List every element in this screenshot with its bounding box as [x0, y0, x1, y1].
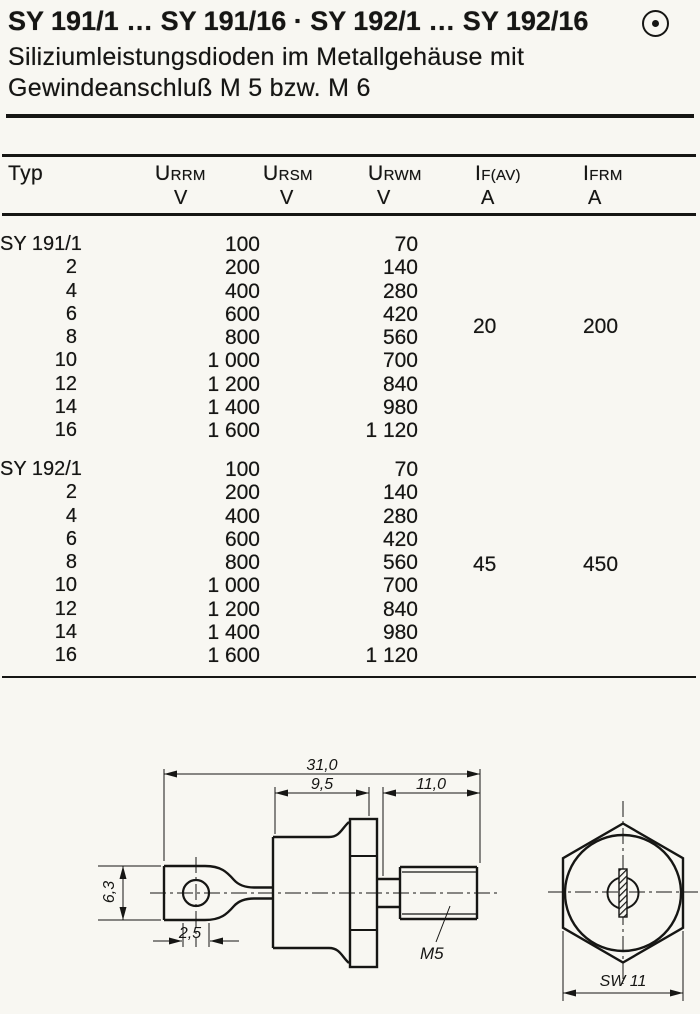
- table-row: [0, 280, 700, 303]
- urrm-cell: 800: [224, 551, 260, 574]
- typ-cell: 16: [54, 419, 77, 441]
- urwm-cell: 1 120: [365, 644, 418, 667]
- urrm-cell: 100: [224, 233, 260, 256]
- table-row: [0, 349, 700, 372]
- urrm-cell: 200: [224, 256, 260, 279]
- urrm-cell: 1 600: [207, 419, 260, 442]
- table-row: [0, 233, 700, 256]
- table-row: [0, 598, 700, 621]
- typ-cell: 16: [54, 644, 77, 666]
- urrm-cell: 1 200: [207, 373, 260, 396]
- urrm-cell: 1 400: [207, 621, 260, 644]
- col-header-ursm: URSM: [263, 162, 313, 185]
- table-row: [0, 505, 700, 528]
- centerline: [150, 857, 497, 947]
- dim-label-total-length: 31,0: [306, 757, 338, 774]
- ifrm-value-sy192: 450: [583, 553, 619, 576]
- typ-cell: 10: [54, 349, 77, 371]
- typ-cell: 2: [65, 481, 77, 503]
- package-outline-drawing: [0, 700, 700, 1014]
- unit-ifav: A: [481, 187, 495, 209]
- urrm-cell: 1 200: [207, 598, 260, 621]
- slot-hatch: [619, 869, 627, 917]
- urrm-cell: 600: [224, 528, 260, 551]
- urwm-cell: 980: [382, 621, 418, 644]
- col-header-typ: Typ: [8, 162, 44, 185]
- urwm-cell: 420: [382, 528, 418, 551]
- urrm-cell: 800: [224, 326, 260, 349]
- typ-cell: 8: [65, 551, 77, 573]
- urwm-cell: 140: [382, 481, 418, 504]
- typ-cell: SY 191/1: [0, 233, 82, 255]
- dim-label-body-length: 9,5: [310, 776, 334, 793]
- table-row: [0, 621, 700, 644]
- table-row: [0, 256, 700, 279]
- wrench-size-label: SW 11: [599, 973, 647, 990]
- col-header-urrm: URRM: [155, 162, 206, 185]
- typ-cell: 14: [54, 621, 77, 643]
- table-row: [0, 574, 700, 597]
- urrm-cell: 1 000: [207, 349, 260, 372]
- unit-ifrm: A: [588, 187, 602, 209]
- table-row: [0, 644, 700, 667]
- subtitle-line-2: Gewindeanschluß M 5 bzw. M 6: [8, 74, 371, 102]
- urrm-cell: 400: [224, 505, 260, 528]
- typ-cell: 12: [54, 373, 77, 395]
- typ-cell: 10: [54, 574, 77, 596]
- end-view-drawing: [548, 801, 698, 1001]
- col-header-ifrm: IFRM: [583, 162, 623, 185]
- urrm-cell: 400: [224, 280, 260, 303]
- table-bottom-rule: [2, 676, 696, 678]
- urwm-cell: 280: [382, 280, 418, 303]
- m5-leader-line: [436, 906, 450, 942]
- col-header-urwm: URWM: [368, 162, 422, 185]
- urwm-cell: 70: [394, 233, 418, 256]
- page-subtitle: [8, 42, 648, 104]
- table-header-rule: [2, 213, 696, 216]
- typ-cell: 6: [65, 528, 77, 550]
- typ-cell: 12: [54, 598, 77, 620]
- urrm-cell: 1 600: [207, 644, 260, 667]
- unit-urwm: V: [377, 187, 391, 209]
- urrm-cell: 1 400: [207, 396, 260, 419]
- urrm-cell: 100: [224, 458, 260, 481]
- urwm-cell: 840: [382, 598, 418, 621]
- side-view-drawing: [98, 757, 497, 967]
- dim-label-stud-length: 11,0: [416, 776, 446, 793]
- urwm-cell: 420: [382, 303, 418, 326]
- urwm-cell: 560: [382, 551, 418, 574]
- typ-cell: 2: [65, 256, 77, 278]
- ifrm-value-sy191: 200: [583, 315, 619, 338]
- urwm-cell: 700: [382, 349, 418, 372]
- dim-label-hole-dia: 2,5: [178, 925, 202, 942]
- urrm-cell: 200: [224, 481, 260, 504]
- circle-dot-icon: [642, 10, 669, 37]
- heavy-divider-rule: [6, 114, 694, 118]
- typ-cell: 8: [65, 326, 77, 348]
- ifav-value-sy191: 20: [473, 315, 497, 338]
- urwm-cell: 840: [382, 373, 418, 396]
- unit-urrm: V: [174, 187, 188, 209]
- typ-cell: 4: [65, 505, 77, 527]
- subtitle-line-1: Siliziumleistungsdioden im Metallgehäuse mit: [8, 43, 525, 71]
- typ-cell: 6: [65, 303, 77, 325]
- col-header-ifav: IF(AV): [475, 162, 521, 185]
- typ-cell: 4: [65, 280, 77, 302]
- table-top-rule: [2, 154, 696, 157]
- page-title: SY 191/1 … SY 191/16 · SY 192/1 … SY 192/16: [8, 6, 589, 36]
- urwm-cell: 560: [382, 326, 418, 349]
- table-row: [0, 419, 700, 442]
- urwm-cell: 140: [382, 256, 418, 279]
- table-row: [0, 528, 700, 551]
- dim-label-lug-height: 6,3: [101, 880, 118, 904]
- urwm-cell: 700: [382, 574, 418, 597]
- urrm-cell: 1 000: [207, 574, 260, 597]
- ifav-value-sy192: 45: [473, 553, 497, 576]
- table-row: [0, 373, 700, 396]
- table-row: [0, 396, 700, 419]
- urwm-cell: 70: [394, 458, 418, 481]
- urrm-cell: 600: [224, 303, 260, 326]
- thread-label: M5: [420, 944, 444, 963]
- urwm-cell: 980: [382, 396, 418, 419]
- unit-ursm: V: [280, 187, 294, 209]
- table-row: [0, 458, 700, 481]
- table-row: [0, 481, 700, 504]
- typ-cell: 14: [54, 396, 77, 418]
- urwm-cell: 1 120: [365, 419, 418, 442]
- dimension-lines: [98, 769, 480, 947]
- typ-cell: SY 192/1: [0, 458, 82, 480]
- urwm-cell: 280: [382, 505, 418, 528]
